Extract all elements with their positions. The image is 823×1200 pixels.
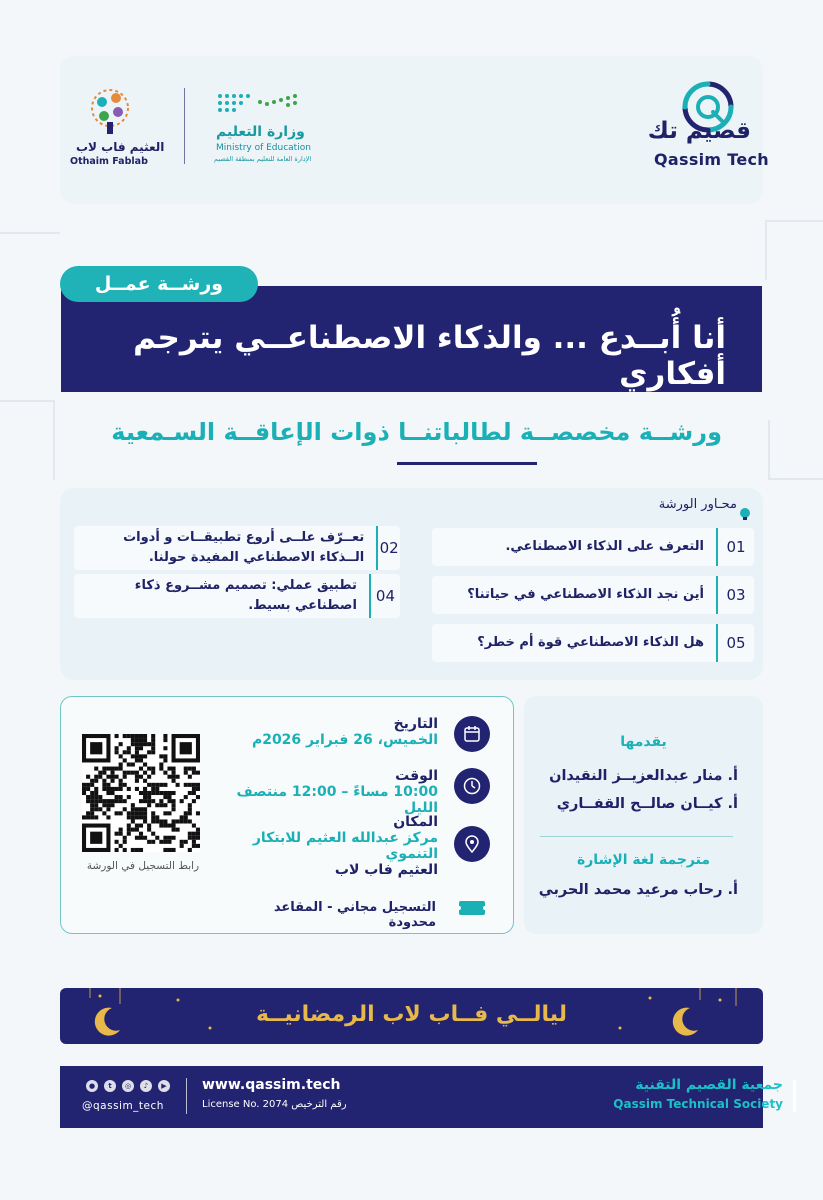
website-link[interactable]: www.qassim.tech [202,1077,341,1093]
ministry-name-en: Ministry of Education [216,143,311,153]
ramadan-banner-text: ليالــي فــاب لاب الرمضانيــة [255,1002,567,1027]
qr-caption: رابط التسجيل في الورشة [86,860,200,872]
topic-item-01 [432,528,754,566]
topic-number: 04 [369,574,400,618]
place-label: المكان [393,814,438,830]
topic-number: 01 [716,528,754,566]
twitter-icon[interactable]: t [104,1080,116,1092]
topic-text: التعرف على الذكاء الاصطناعي. [505,539,704,554]
subtitle-underline [397,462,537,465]
workshop-subtitle: ورشــة مخصصــة لطالباتنــا ذوات الإعاقــة السـمعية [111,418,722,446]
tiktok-icon[interactable]: ♪ [140,1080,152,1092]
workshop-title: أنا أُبــدع ... والذكاء الاصطناعــي يترجم أفكاري [133,320,726,392]
fablab-logo-icon [88,86,132,136]
circuit-decoration [768,420,823,480]
time-value: 10:00 مساءً – 12:00 منتصف الليل [236,784,438,816]
society-name-en: Qassim Technical Society [613,1097,783,1111]
snapchat-icon[interactable]: ● [86,1080,98,1092]
instagram-icon[interactable]: ◎ [122,1080,134,1092]
footer-divider [186,1078,187,1114]
circuit-decoration [0,232,60,262]
registration-qr-code[interactable] [82,734,200,852]
topic-number: 02 [376,526,400,570]
topic-item-03 [432,576,754,614]
ministry-name-ar: وزارة التعليم [216,124,305,140]
date-block [222,716,438,748]
social-handle[interactable]: @qassim_tech [82,1100,164,1112]
place-value-2: العثيم فاب لاب [334,862,438,878]
topics-heading: محـاور الورشة [658,497,737,512]
time-block [222,768,438,816]
presenters-heading: يقدمها [620,734,667,750]
ministry-logo-icon [216,92,302,114]
youtube-icon[interactable]: ▶ [158,1080,170,1092]
logo-divider [184,88,185,164]
topic-item-02 [74,526,400,570]
clock-icon [454,768,490,804]
topic-item-04 [74,574,400,618]
workshop-label: ورشــة عمــل [60,266,258,302]
society-name-ar: جمعية القصيم التقنية [635,1077,783,1093]
topic-text: هل الذكاء الاصطناعي قوة أم خطر؟ [477,635,704,650]
presenter-name-2: أ. كيــان صالــح القفــاري [556,796,738,812]
topic-text: تعــرّف علــى أروع تطبيقــات و أدوات الــذكاء الاصطناعي المفيدة حولنا. [123,530,365,565]
ministry-sub-ar: الإدارة العامة للتعليم بمنطقة القصيم [214,155,312,163]
registration-note: التسجيل مجاني - المقاعد محدودة [273,900,436,930]
interpreter-heading: مترجمة لغة الإشارة [576,852,711,868]
topic-item-05 [432,624,754,662]
location-pin-icon [454,826,490,862]
calendar-icon [454,716,490,752]
topic-number: 05 [716,624,754,662]
fablab-name-ar: العثيم فاب لاب [76,140,165,154]
topic-number: 03 [716,576,754,614]
circuit-decoration [0,400,55,480]
interpreter-name: أ. رحاب مرعيد محمد الحربي [538,882,738,898]
time-label: الوقت [395,768,438,784]
topic-text: أين نجد الذكاء الاصطناعي في حياتنا؟ [467,587,704,602]
circuit-decoration [765,220,823,280]
place-block [222,814,438,878]
lightbulb-icon [738,507,752,521]
presenter-name-1: أ. منار عبدالعزيــز النقيدان [549,768,738,784]
date-label: التاريخ [393,716,438,732]
qassim-tech-name-ar: قصيم تك [647,118,751,144]
qassim-tech-name-en: Qassim Tech [654,150,769,169]
place-value-1: مركز عبدالله العثيم للابتكار التنموي [252,830,438,862]
ticket-icon [459,901,485,915]
topic-text: تطبيق عملي: تصميم مشــروع ذكاء اصطناعي بسيط. [134,578,357,613]
date-value: الخميس، 26 فبراير 2026م [251,732,438,748]
presenters-divider [540,836,733,837]
license-number: License No. 2074 رقم الترخيص [202,1099,347,1110]
society-accent-bar [793,1080,796,1112]
fablab-name-en: Othaim Fablab [70,156,148,167]
presenters-card [524,696,763,934]
